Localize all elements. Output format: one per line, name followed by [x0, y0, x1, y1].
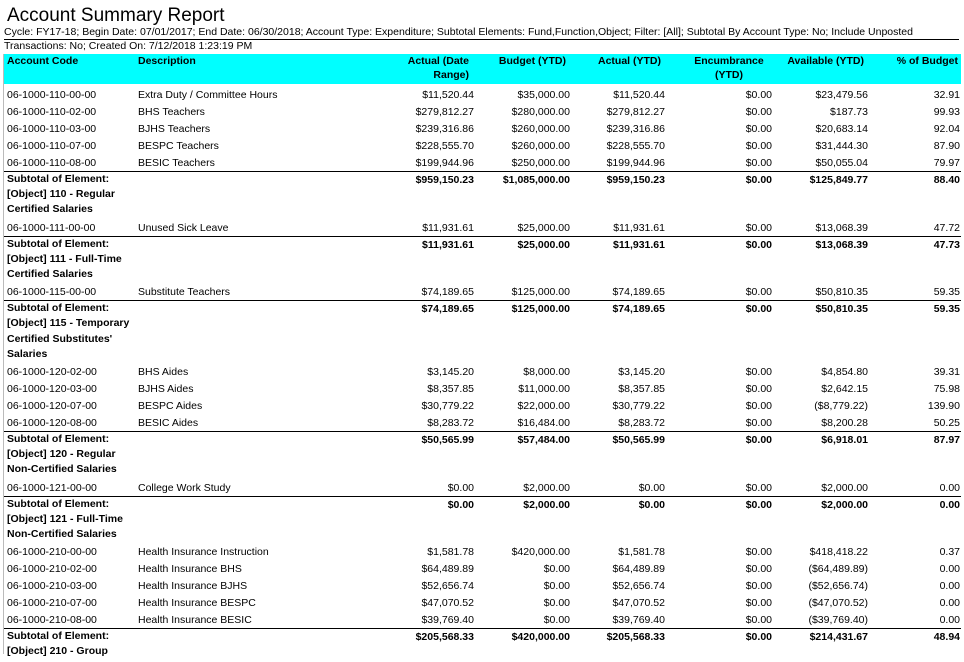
cell-budget-ytd: $2,000.00 [523, 481, 570, 494]
cell-account-code: 06-1000-120-02-00 [7, 366, 97, 378]
cell-account-code: 06-1000-120-03-00 [7, 383, 97, 395]
cell-actual-ytd: $239,316.86 [606, 123, 665, 135]
cell-encumbrance-ytd: $0.00 [745, 563, 772, 576]
cell-actual-date-range: $11,931.61 [422, 238, 474, 251]
cell-pct-budget: 79.97 [933, 157, 960, 169]
cell-encumbrance-ytd: $0.00 [745, 366, 772, 378]
cell-actual-ytd: $39,769.40 [612, 614, 665, 627]
cell-available-ytd: ($47,070.52) [808, 597, 868, 610]
cell-actual-date-range: $3,145.20 [427, 366, 474, 378]
cell-encumbrance-ytd: $0.00 [745, 89, 772, 101]
cell-actual-date-range: $50,565.99 [421, 434, 474, 446]
cell-actual-ytd: $8,357.85 [618, 383, 665, 395]
table-row [4, 544, 961, 561]
cell-budget-ytd: $1,085,000.00 [502, 174, 570, 186]
header-description: Description [138, 55, 196, 67]
cell-budget-ytd: $0.00 [543, 580, 570, 593]
cell-budget-ytd: $420,000.00 [511, 546, 570, 559]
cell-pct-budget: 39.31 [933, 366, 960, 378]
cell-actual-ytd: $1,581.78 [618, 546, 665, 559]
cell-actual-date-range: $279,812.27 [415, 106, 474, 118]
cell-available-ytd: $4,854.80 [821, 366, 868, 378]
cell-actual-ytd: $279,812.27 [606, 106, 665, 118]
cell-actual-ytd: $30,779.22 [612, 400, 665, 412]
cell-description: Extra Duty / Committee Hours [138, 89, 278, 101]
cell-actual-ytd: $64,489.89 [612, 563, 665, 576]
cell-pct-budget: 87.97 [933, 434, 960, 446]
cell-description: College Work Study [138, 481, 231, 494]
cell-actual-date-range: $39,769.40 [421, 614, 474, 627]
cell-available-ytd: $8,200.28 [821, 417, 868, 429]
cell-encumbrance-ytd: $0.00 [745, 157, 772, 169]
cell-pct-budget: 48.94 [933, 631, 960, 644]
cell-available-ytd: $13,068.39 [815, 221, 868, 234]
cell-pct-budget: 0.37 [939, 546, 960, 559]
cell-description: Health Insurance Instruction [138, 546, 269, 559]
cell-account-code: 06-1000-110-00-00 [7, 89, 97, 101]
cell-budget-ytd: $25,000.00 [517, 238, 570, 251]
table-row [4, 364, 961, 381]
cell-encumbrance-ytd: $0.00 [745, 498, 772, 511]
cell-actual-date-range: $11,520.44 [422, 89, 474, 101]
cell-encumbrance-ytd: $0.00 [745, 286, 772, 299]
cell-account-code: 06-1000-110-07-00 [7, 140, 97, 152]
cell-budget-ytd: $260,000.00 [511, 140, 570, 152]
cell-actual-date-range: $0.00 [447, 498, 474, 511]
cell-encumbrance-ytd: $0.00 [745, 481, 772, 494]
cell-budget-ytd: $0.00 [543, 563, 570, 576]
cell-budget-ytd: $0.00 [543, 597, 570, 610]
cell-encumbrance-ytd: $0.00 [745, 174, 772, 186]
cell-pct-budget: 0.00 [939, 563, 960, 576]
cell-encumbrance-ytd: $0.00 [745, 417, 772, 429]
subtotal-row [4, 629, 961, 661]
cell-actual-ytd: $11,931.61 [613, 221, 665, 234]
subtotal-label: Subtotal of Element: [Object] 121 - Full-Time Non-Certified Salaries [7, 497, 123, 540]
cell-actual-date-range: $228,555.70 [415, 140, 474, 152]
cell-description: BHS Teachers [138, 106, 205, 118]
subtotal-row [4, 432, 961, 480]
cell-available-ytd: $13,068.39 [815, 238, 868, 251]
params-line-1: Cycle: FY17-18; Begin Date: 07/01/2017; End Date: 06/30/2018; Account Type: Expenditure; Subtotal Elements: Fund,Function,Object; Filter: [All]; Subtotal By Account Type: No; Include Unposted [4, 26, 959, 40]
cell-actual-ytd: $11,520.44 [613, 89, 665, 101]
params-line-2: Transactions: No; Created On: 7/12/2018 1:23:19 PM [4, 40, 253, 52]
cell-account-code: 06-1000-121-00-00 [7, 481, 97, 494]
table-row [4, 398, 961, 415]
cell-budget-ytd: $57,484.00 [517, 434, 570, 446]
cell-encumbrance-ytd: $0.00 [745, 303, 772, 316]
cell-available-ytd: $50,810.35 [815, 303, 868, 316]
cell-available-ytd: $2,000.00 [821, 498, 868, 511]
cell-actual-date-range: $8,283.72 [427, 417, 474, 429]
cell-actual-date-range: $239,316.86 [415, 123, 474, 135]
cell-budget-ytd: $420,000.00 [511, 631, 570, 644]
cell-encumbrance-ytd: $0.00 [745, 580, 772, 593]
subtotal-label: Subtotal of Element: [Object] 115 - Temporary Certified Substitutes' Salaries [7, 302, 130, 360]
header-available-ytd: Available (YTD) [787, 55, 864, 67]
cell-actual-ytd: $3,145.20 [618, 366, 665, 378]
cell-pct-budget: 47.73 [933, 238, 960, 251]
cell-actual-ytd: $0.00 [638, 498, 665, 511]
table-row [4, 578, 961, 595]
table-row [4, 87, 961, 104]
cell-encumbrance-ytd: $0.00 [745, 631, 772, 644]
cell-account-code: 06-1000-110-08-00 [7, 157, 97, 169]
cell-available-ytd: $31,444.30 [815, 140, 868, 152]
subtotal-label: Subtotal of Element: [Object] 120 - Regular Non-Certified Salaries [7, 433, 117, 476]
cell-actual-date-range: $0.00 [447, 481, 474, 494]
cell-available-ytd: $20,683.14 [815, 123, 868, 135]
cell-account-code: 06-1000-115-00-00 [7, 286, 97, 299]
cell-encumbrance-ytd: $0.00 [745, 383, 772, 395]
table-header [4, 54, 961, 84]
table-row [4, 155, 961, 172]
cell-budget-ytd: $8,000.00 [523, 366, 570, 378]
cell-account-code: 06-1000-120-07-00 [7, 400, 97, 412]
cell-encumbrance-ytd: $0.00 [745, 597, 772, 610]
cell-actual-ytd: $52,656.74 [612, 580, 665, 593]
cell-budget-ytd: $0.00 [543, 614, 570, 627]
cell-encumbrance-ytd: $0.00 [745, 400, 772, 412]
subtotal-row [4, 301, 961, 364]
report-title: Account Summary Report [7, 5, 225, 26]
table-row [4, 561, 961, 578]
cell-actual-ytd: $205,568.33 [606, 631, 665, 644]
cell-budget-ytd: $280,000.00 [511, 106, 570, 118]
cell-account-code: 06-1000-210-03-00 [7, 580, 97, 593]
subtotal-row [4, 172, 961, 220]
cell-account-code: 06-1000-210-07-00 [7, 597, 97, 610]
table-row [4, 284, 961, 301]
cell-actual-ytd: $74,189.65 [612, 286, 665, 299]
cell-available-ytd: $6,918.01 [821, 434, 868, 446]
cell-account-code: 06-1000-210-02-00 [7, 563, 97, 576]
cell-budget-ytd: $22,000.00 [517, 400, 570, 412]
cell-actual-ytd: $199,944.96 [606, 157, 665, 169]
cell-actual-date-range: $1,581.78 [427, 546, 474, 559]
table-row [4, 121, 961, 138]
cell-budget-ytd: $125,000.00 [511, 303, 570, 316]
cell-description: Health Insurance BESIC [138, 614, 252, 627]
cell-available-ytd: $2,642.15 [821, 383, 868, 395]
cell-description: Health Insurance BJHS [138, 580, 248, 593]
cell-available-ytd: ($52,656.74) [808, 580, 868, 593]
cell-available-ytd: $2,000.00 [821, 481, 868, 494]
cell-pct-budget: 32.91 [933, 89, 960, 101]
cell-budget-ytd: $25,000.00 [517, 221, 570, 234]
cell-actual-ytd: $959,150.23 [606, 174, 665, 186]
table-row [4, 612, 961, 629]
cell-pct-budget: 50.25 [933, 417, 960, 429]
cell-pct-budget: 99.93 [933, 106, 960, 118]
cell-pct-budget: 0.00 [939, 580, 960, 593]
cell-description: BHS Aides [138, 366, 189, 378]
cell-encumbrance-ytd: $0.00 [745, 221, 772, 234]
cell-account-code: 06-1000-111-00-00 [7, 221, 96, 234]
cell-available-ytd: $23,479.56 [815, 89, 868, 101]
cell-actual-date-range: $30,779.22 [421, 400, 474, 412]
cell-actual-date-range: $8,357.85 [427, 383, 474, 395]
cell-actual-date-range: $52,656.74 [421, 580, 474, 593]
cell-description: Health Insurance BESPC [138, 597, 256, 610]
cell-pct-budget: 47.72 [933, 221, 960, 234]
cell-encumbrance-ytd: $0.00 [745, 106, 772, 118]
cell-encumbrance-ytd: $0.00 [745, 140, 772, 152]
cell-available-ytd: $50,810.35 [815, 286, 868, 299]
cell-budget-ytd: $35,000.00 [517, 89, 570, 101]
cell-available-ytd: $214,431.67 [809, 631, 868, 644]
table-row [4, 381, 961, 398]
cell-account-code: 06-1000-120-08-00 [7, 417, 97, 429]
cell-encumbrance-ytd: $0.00 [745, 614, 772, 627]
cell-pct-budget: 87.90 [933, 140, 960, 152]
cell-encumbrance-ytd: $0.00 [745, 123, 772, 135]
cell-pct-budget: 75.98 [933, 383, 960, 395]
cell-actual-ytd: $74,189.65 [612, 303, 665, 316]
cell-description: BJHS Teachers [138, 123, 211, 135]
cell-actual-ytd: $228,555.70 [606, 140, 665, 152]
cell-actual-ytd: $0.00 [638, 481, 665, 494]
cell-pct-budget: 92.04 [933, 123, 960, 135]
header-budget-ytd: Budget (YTD) [498, 55, 566, 67]
header-actual-ytd: Actual (YTD) [598, 55, 661, 67]
cell-budget-ytd: $125,000.00 [511, 286, 570, 299]
header-pct-budget: % of Budget [896, 55, 958, 67]
cell-encumbrance-ytd: $0.00 [745, 238, 772, 251]
cell-description: Unused Sick Leave [138, 221, 229, 234]
table-row [4, 104, 961, 121]
subtotal-label: Subtotal of Element: [Object] 210 - Group [7, 630, 110, 658]
cell-description: BESIC Teachers [138, 157, 215, 169]
cell-available-ytd: ($39,769.40) [808, 614, 868, 627]
cell-actual-ytd: $11,931.61 [613, 238, 665, 251]
cell-budget-ytd: $11,000.00 [518, 383, 570, 395]
cell-available-ytd: $125,849.77 [809, 174, 868, 186]
cell-actual-date-range: $205,568.33 [415, 631, 474, 644]
cell-budget-ytd: $260,000.00 [511, 123, 570, 135]
cell-description: BESPC Teachers [138, 140, 219, 152]
cell-account-code: 06-1000-110-03-00 [7, 123, 97, 135]
cell-pct-budget: 0.00 [939, 498, 960, 511]
subtotal-label: Subtotal of Element: [Object] 110 - Regular Certified Salaries [7, 173, 115, 216]
cell-available-ytd: ($8,779.22) [814, 400, 868, 412]
cell-description: BESPC Aides [138, 400, 203, 412]
cell-budget-ytd: $16,484.00 [517, 417, 570, 429]
cell-actual-ytd: $47,070.52 [612, 597, 665, 610]
cell-actual-date-range: $959,150.23 [415, 174, 474, 186]
table-row [4, 595, 961, 612]
cell-available-ytd: $187.73 [830, 106, 868, 118]
cell-account-code: 06-1000-110-02-00 [7, 106, 97, 118]
cell-available-ytd: $418,418.22 [809, 546, 868, 559]
cell-budget-ytd: $250,000.00 [511, 157, 570, 169]
cell-pct-budget: 0.00 [939, 614, 960, 627]
cell-actual-date-range: $11,931.61 [422, 221, 474, 234]
cell-available-ytd: ($64,489.89) [808, 563, 868, 576]
cell-description: Substitute Teachers [138, 286, 231, 299]
cell-pct-budget: 88.40 [933, 174, 960, 186]
cell-actual-date-range: $74,189.65 [421, 303, 474, 316]
cell-pct-budget: 0.00 [939, 597, 960, 610]
cell-actual-ytd: $8,283.72 [618, 417, 665, 429]
cell-account-code: 06-1000-210-00-00 [7, 546, 97, 559]
cell-budget-ytd: $2,000.00 [523, 498, 570, 511]
subtotal-row [4, 237, 961, 285]
cell-pct-budget: 139.90 [927, 400, 960, 412]
cell-pct-budget: 59.35 [933, 303, 960, 316]
subtotal-label: Subtotal of Element: [Object] 111 - Full-Time Certified Salaries [7, 237, 122, 280]
cell-actual-date-range: $199,944.96 [415, 157, 474, 169]
cell-description: Health Insurance BHS [138, 563, 242, 576]
cell-pct-budget: 0.00 [939, 481, 960, 494]
report-parameters [4, 26, 959, 53]
cell-actual-ytd: $50,565.99 [612, 434, 665, 446]
header-actual-date-range: Actual (Date Range) [407, 55, 469, 81]
cell-actual-date-range: $47,070.52 [421, 597, 474, 610]
cell-description: BESIC Aides [138, 417, 199, 429]
table-row [4, 415, 961, 432]
table-row [4, 480, 961, 497]
cell-available-ytd: $50,055.04 [815, 157, 868, 169]
header-encumbrance-ytd: Encumbrance (YTD) [694, 55, 764, 81]
table-row [4, 220, 961, 237]
header-account-code: Account Code [7, 55, 79, 67]
cell-actual-date-range: $64,489.89 [421, 563, 474, 576]
subtotal-row [4, 497, 961, 545]
cell-account-code: 06-1000-210-08-00 [7, 614, 97, 627]
cell-description: BJHS Aides [138, 383, 194, 395]
cell-pct-budget: 59.35 [933, 286, 960, 299]
cell-actual-date-range: $74,189.65 [421, 286, 474, 299]
table-row [4, 138, 961, 155]
cell-encumbrance-ytd: $0.00 [745, 434, 772, 446]
left-border [3, 54, 4, 654]
cell-encumbrance-ytd: $0.00 [745, 546, 772, 559]
